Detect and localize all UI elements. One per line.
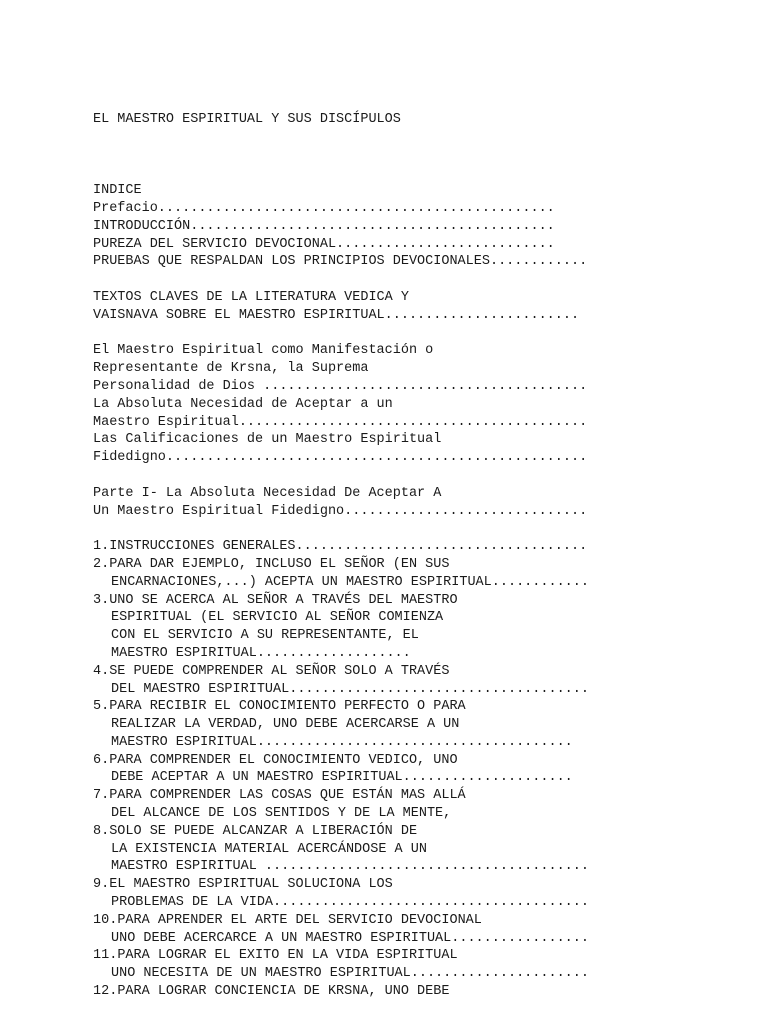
toc-numbered-entry	[93, 663, 693, 699]
document-page	[93, 111, 693, 1001]
entry-text: PARA APRENDER EL ARTE DEL SERVICIO DEVOCIONAL	[117, 912, 482, 928]
entry-number: 1.	[93, 539, 110, 555]
toc-line	[93, 983, 693, 1001]
toc-line	[93, 947, 693, 965]
toc-line: Fidedigno....................................................	[93, 450, 588, 466]
toc-line: Un Maestro Espiritual Fidedigno..............................	[93, 503, 588, 519]
toc-numbered-entry	[93, 698, 693, 751]
toc-line	[93, 823, 693, 841]
toc-line	[93, 698, 693, 716]
toc-line: ESPIRITUAL (EL SERVICIO AL SEÑOR COMIENZA	[111, 610, 444, 626]
toc-numbered-entry	[93, 983, 693, 1001]
entry-number: 3.	[93, 592, 110, 608]
toc-line: DEL MAESTRO ESPIRITUAL.....................................	[111, 681, 589, 697]
toc-entry-prefacio: Prefacio.................................................	[93, 200, 555, 216]
toc-line: UNO DEBE ACERCARCE A UN MAESTRO ESPIRITUAL.................	[111, 930, 589, 946]
toc-line: DEBE ACEPTAR A UN MAESTRO ESPIRITUAL.....................	[111, 770, 573, 786]
entry-number: 2.	[93, 556, 110, 572]
toc-entry-pureza: PUREZA DEL SERVICIO DEVOCIONAL...........................	[93, 236, 555, 252]
entry-text: EL MAESTRO ESPIRITUAL SOLUCIONA LOS	[109, 877, 393, 893]
toc-line	[93, 876, 693, 894]
toc-line: DEL ALCANCE DE LOS SENTIDOS Y DE LA MENTE,	[111, 806, 452, 822]
toc-line	[93, 787, 693, 805]
toc-line: La Absoluta Necesidad de Aceptar a un	[93, 396, 393, 412]
entry-number: 11.	[93, 948, 118, 964]
toc-line: ENCARNACIONES,...) ACEPTA UN MAESTRO ESPIRITUAL............	[111, 574, 589, 590]
toc-entry-pruebas: PRUEBAS QUE RESPALDAN LOS PRINCIPIOS DEVOCIONALES............	[93, 254, 588, 270]
entry-number: 8.	[93, 823, 110, 839]
toc-line: REALIZAR LA VERDAD, UNO DEBE ACERCARSE A UN	[111, 717, 460, 733]
toc-numbered-entry	[93, 556, 693, 592]
entry-number: 7.	[93, 788, 110, 804]
toc-numbered-entry	[93, 538, 693, 556]
entry-text: PARA COMPRENDER EL CONOCIMIENTO VEDICO, UNO	[109, 752, 458, 768]
toc-part-one	[93, 485, 693, 521]
toc-line	[93, 752, 693, 770]
toc-numbered-entry	[93, 823, 693, 876]
entry-number: 9.	[93, 877, 110, 893]
entry-text: PARA LOGRAR EL EXITO EN LA VIDA ESPIRITUAL	[117, 948, 458, 964]
toc-line: El Maestro Espiritual como Manifestación o	[93, 343, 434, 359]
entry-text: PARA DAR EJEMPLO, INCLUSO EL SEÑOR (EN SUS	[109, 556, 450, 572]
entry-text: UNO SE ACERCA AL SEÑOR A TRAVÉS DEL MAESTRO	[109, 592, 458, 608]
toc-sections	[93, 342, 693, 467]
toc-line: Parte I- La Absoluta Necesidad De Aceptar A	[93, 485, 442, 501]
entry-text: PARA COMPRENDER LAS COSAS QUE ESTÁN MAS ALLÁ	[109, 788, 466, 804]
toc-line: Las Calificaciones de un Maestro Espiritual	[93, 432, 442, 448]
toc-numbered-entry	[93, 787, 693, 823]
toc-line: CON EL SERVICIO A SU REPRESENTANTE, EL	[111, 628, 419, 644]
toc-line	[93, 912, 693, 930]
toc-line: VAISNAVA SOBRE EL MAESTRO ESPIRITUAL........................	[93, 307, 580, 323]
front-entries	[93, 200, 693, 271]
toc-line: MAESTRO ESPIRITUAL ........................................	[111, 859, 589, 875]
entry-text: INSTRUCCIONES GENERALES....................................	[109, 539, 588, 555]
toc-line: TEXTOS CLAVES DE LA LITERATURA VEDICA Y	[93, 289, 409, 305]
toc-line	[93, 538, 693, 556]
toc-numbered-entry	[93, 752, 693, 788]
entry-number: 4.	[93, 663, 110, 679]
entry-text: PARA LOGRAR CONCIENCIA DE KRSNA, UNO DEBE	[117, 984, 450, 1000]
entry-number: 6.	[93, 752, 110, 768]
toc-line	[93, 663, 693, 681]
index-heading: INDICE	[93, 183, 142, 199]
document-title: EL MAESTRO ESPIRITUAL Y SUS DISCÍPULOS	[93, 112, 401, 127]
toc-line	[93, 592, 693, 610]
toc-line: UNO NECESITA DE UN MAESTRO ESPIRITUAL......................	[111, 966, 589, 982]
entry-text: SE PUEDE COMPRENDER AL SEÑOR SOLO A TRAVÉS	[109, 663, 450, 679]
toc-line: Maestro Espiritual...........................................	[93, 414, 588, 430]
toc-entry-textos-claves	[93, 289, 693, 325]
entry-text: PARA RECIBIR EL CONOCIMIENTO PERFECTO O PARA	[109, 699, 466, 715]
toc-numbered-entry	[93, 592, 693, 663]
toc-numbered-entry	[93, 876, 693, 912]
toc-line: MAESTRO ESPIRITUAL.......................................	[111, 734, 573, 750]
toc-line: PROBLEMAS DE LA VIDA.......................................	[111, 895, 589, 911]
toc-line: MAESTRO ESPIRITUAL...................	[111, 645, 411, 661]
numbered-toc-list	[93, 538, 693, 1001]
toc-entry-introduccion: INTRODUCCIÓN.............................................	[93, 218, 555, 234]
toc-line: Personalidad de Dios ........................................	[93, 378, 588, 394]
toc-line	[93, 556, 693, 574]
entry-number: 10.	[93, 912, 118, 928]
entry-number: 5.	[93, 699, 110, 715]
toc-numbered-entry	[93, 912, 693, 948]
toc-line: Representante de Krsna, la Suprema	[93, 361, 369, 377]
toc-line: LA EXISTENCIA MATERIAL ACERCÁNDOSE A UN	[111, 841, 427, 857]
entry-text: SOLO SE PUEDE ALCANZAR A LIBERACIÓN DE	[109, 823, 418, 839]
toc-numbered-entry	[93, 947, 693, 983]
entry-number: 12.	[93, 984, 118, 1000]
